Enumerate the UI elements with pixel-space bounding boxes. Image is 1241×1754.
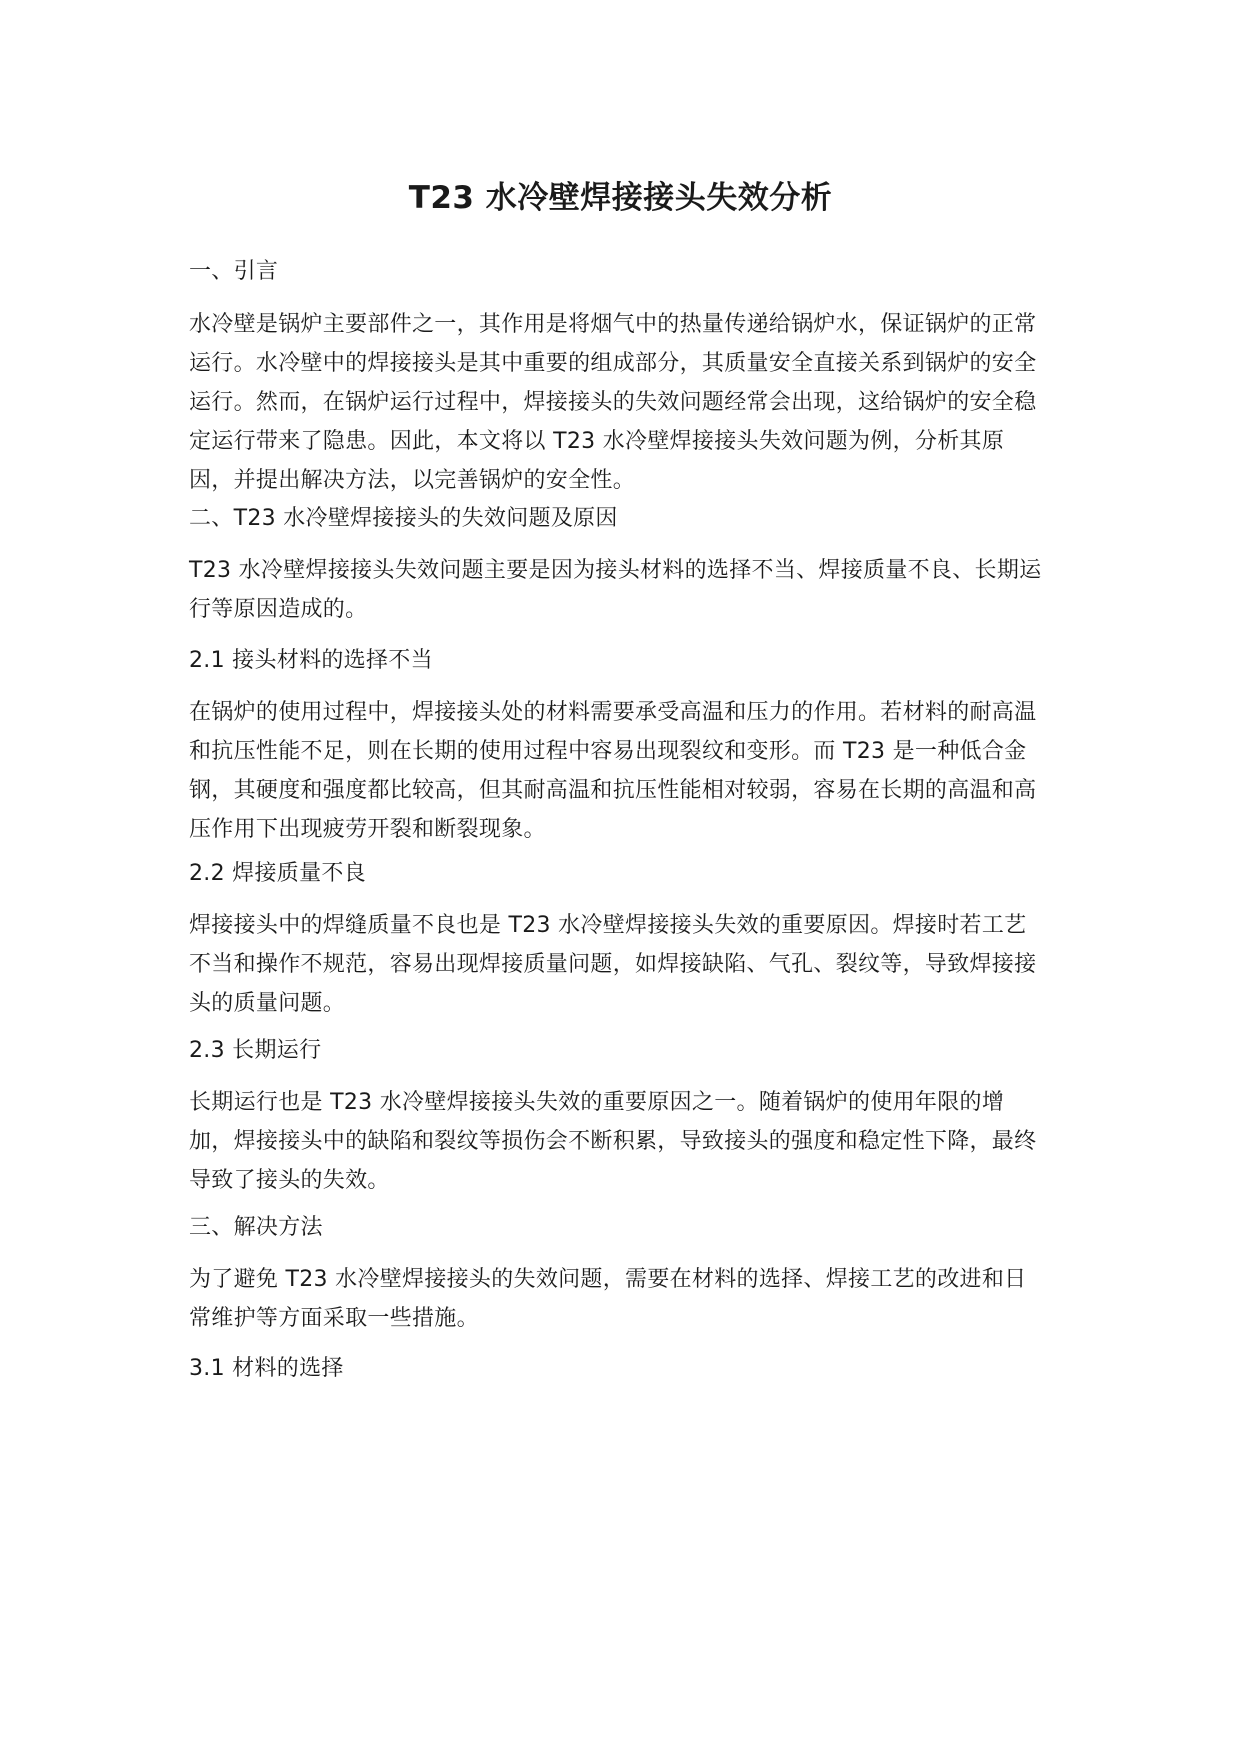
section-heading-intro: 一、引言 [189, 259, 279, 284]
paragraph-solution: 为了避免 T23 水冷壁焊接接头的失效问题，需要在材料的选择、焊接工艺的改进和日常维护等方面采取一些措施。 [189, 1267, 1027, 1331]
paragraph-causes: T23 水冷壁焊接接头失效问题主要是因为接头材料的选择不当、焊接质量不良、长期运行等原因造成的。 [189, 558, 1042, 622]
subsection-heading-2-1: 2.1 接头材料的选择不当 [189, 648, 433, 673]
section-heading-solution: 三、解决方法 [189, 1215, 323, 1240]
paragraph-intro: 水冷壁是锅炉主要部件之一，其作用是将烟气中的热量传递给锅炉水，保证锅炉的正常运行。水冷壁中的焊接接头是其中重要的组成部分，其质量安全直接关系到锅炉的安全运行。然而，在锅炉运行过程中，焊接接头的失效问题经常会出现，这给锅炉的安全稳定运行带来了隐患。因此，本文将以 T23 水冷壁焊接接头失效问题为例，分析其原因，并提出解决方法，以完善锅炉的安全性。 [189, 312, 1037, 493]
paragraph-2-1: 在锅炉的使用过程中，焊接接头处的材料需要承受高温和压力的作用。若材料的耐高温和抗压性能不足，则在长期的使用过程中容易出现裂纹和变形。而 T23 是一种低合金钢，其硬度和强度都比较高，但其耐高温和抗压性能相对较弱，容易在长期的高温和高压作用下出现疲劳开裂和断裂现象。 [189, 700, 1037, 842]
subsection-heading-2-2: 2.2 焊接质量不良 [189, 861, 366, 886]
section-heading-causes: 二、T23 水冷壁焊接接头的失效问题及原因 [189, 506, 618, 531]
paragraph-2-3: 长期运行也是 T23 水冷壁焊接接头失效的重要原因之一。随着锅炉的使用年限的增加，焊接接头中的缺陷和裂纹等损伤会不断积累，导致接头的强度和稳定性下降，最终导致了接头的失效。 [189, 1090, 1037, 1193]
subsection-heading-2-3: 2.3 长期运行 [189, 1038, 322, 1063]
subsection-heading-3-1: 3.1 材料的选择 [189, 1356, 344, 1381]
paragraph-2-2: 焊接接头中的焊缝质量不良也是 T23 水冷壁焊接接头失效的重要原因。焊接时若工艺不当和操作不规范，容易出现焊接质量问题，如焊接缺陷、气孔、裂纹等，导致焊接接头的质量问题。 [189, 913, 1037, 1016]
document-title: T23 水冷壁焊接接头失效分析 [408, 180, 833, 216]
